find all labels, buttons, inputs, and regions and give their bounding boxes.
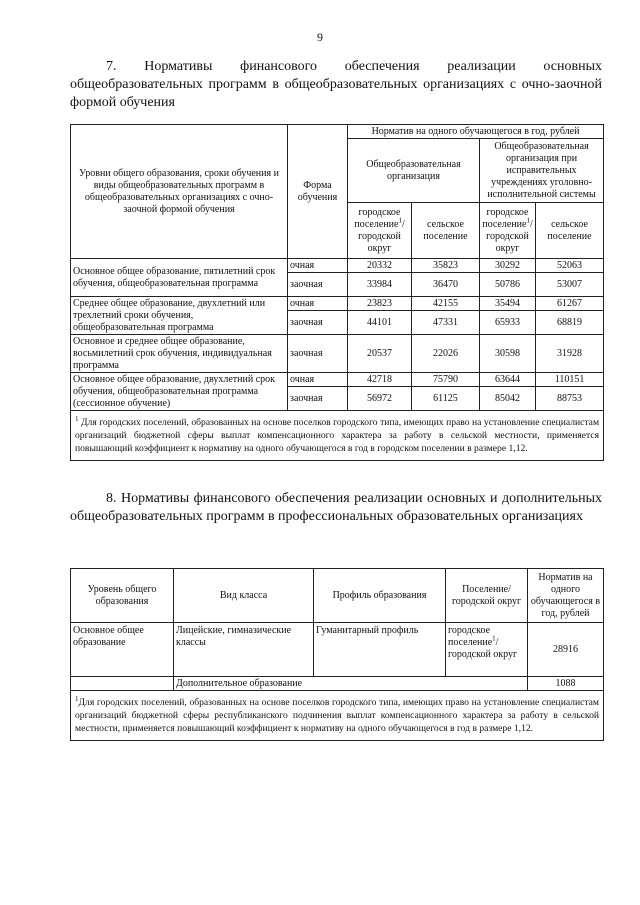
row-value: 28916 bbox=[528, 623, 604, 677]
value-cell: 68819 bbox=[536, 311, 604, 335]
section-7-title-text: Нормативы финансового обеспечения реализации основных общеобразовательных программ в общеобразовательных организациях с очно-заочной формой обучения bbox=[70, 59, 602, 110]
footnote-row bbox=[71, 411, 604, 461]
header-norm: Норматив на одного обучающегося в год, рублей bbox=[528, 569, 604, 623]
row-settlement: городское поселение$^1$/ городской округ bbox=[446, 623, 528, 677]
value-cell: 33984 bbox=[348, 273, 412, 297]
value-cell: 35823 bbox=[412, 259, 480, 273]
header-norm: Норматив на одного обучающегося в год, рублей bbox=[348, 125, 604, 139]
header-level: Уровень общего образования bbox=[71, 569, 174, 623]
value-cell: 42718 bbox=[348, 373, 412, 387]
section-8-title bbox=[70, 490, 602, 526]
value-cell: 30292 bbox=[480, 259, 536, 273]
value-cell: 47331 bbox=[412, 311, 480, 335]
value-cell: 110151 bbox=[536, 373, 604, 387]
row-form: заочная bbox=[288, 387, 348, 411]
row-level: Основное общее образование, двухлетний срок обучения, общеобразовательная программа (сессионное обучение) bbox=[71, 373, 288, 411]
table-row bbox=[71, 297, 604, 311]
section-7-number: 7. bbox=[106, 59, 117, 74]
row-level: Основное общее образование, пятилетний срок обучения, общеобразовательная программа bbox=[71, 259, 288, 297]
header-org-general: Общеобразовательная организация bbox=[348, 139, 480, 203]
empty-cell bbox=[71, 677, 174, 691]
row-form: очная bbox=[288, 259, 348, 273]
value-cell: 22026 bbox=[412, 335, 480, 373]
value-cell: 35494 bbox=[480, 297, 536, 311]
footnote-7: $^1$ Для городских поселений, образованных на основе поселков городского типа, имеющих право на установление специалистам организаций бюджетной сферы выплат компенсационного характера за работу в сельской местности, применяется повышающий коэффициент к нормативу на одного обучающегося в год в городском поселении в размере 1,12. bbox=[71, 411, 604, 461]
header-rural-2: сельское поселение bbox=[536, 203, 604, 259]
row-profile: Гуманитарный профиль bbox=[314, 623, 446, 677]
table-7 bbox=[70, 124, 604, 461]
additional-education-value: 1088 bbox=[528, 677, 604, 691]
table-row bbox=[71, 373, 604, 387]
row-form: заочная bbox=[288, 335, 348, 373]
header-org-correctional: Общеобразовательная организация при исправительных учреждениях уголовно-исполнительной системы bbox=[480, 139, 604, 203]
row-class: Лицейские, гимназические классы bbox=[174, 623, 314, 677]
row-form: очная bbox=[288, 373, 348, 387]
section-8-number: 8. bbox=[106, 491, 117, 506]
value-cell: 65933 bbox=[480, 311, 536, 335]
value-cell: 36470 bbox=[412, 273, 480, 297]
row-level: Основное общее образование bbox=[71, 623, 174, 677]
section-8-title-text: Нормативы финансового обеспечения реализации основных и дополнительных общеобразовательных программ в профессиональных образовательных организациях bbox=[70, 491, 602, 524]
header-form: Форма обучения bbox=[288, 125, 348, 259]
row-level: Среднее общее образование, двухлетний или трехлетний сроки обучения, общеобразовательная программа bbox=[71, 297, 288, 335]
table-row bbox=[71, 623, 604, 677]
value-cell: 61267 bbox=[536, 297, 604, 311]
row-form: заочная bbox=[288, 311, 348, 335]
header-class: Вид класса bbox=[174, 569, 314, 623]
additional-education-label: Дополнительное образование bbox=[174, 677, 528, 691]
value-cell: 20537 bbox=[348, 335, 412, 373]
table-8 bbox=[70, 568, 604, 741]
value-cell: 88753 bbox=[536, 387, 604, 411]
value-cell: 63644 bbox=[480, 373, 536, 387]
header-levels: Уровни общего образования, сроки обучения и виды общеобразовательных программ в общеобразовательных организациях с очно-заочной формой обучения bbox=[71, 125, 288, 259]
value-cell: 20332 bbox=[348, 259, 412, 273]
value-cell: 31928 bbox=[536, 335, 604, 373]
value-cell: 30598 bbox=[480, 335, 536, 373]
value-cell: 85042 bbox=[480, 387, 536, 411]
section-7-title bbox=[70, 58, 602, 112]
table-row bbox=[71, 259, 604, 273]
header-urban-2: городское поселение$^1$/ городской округ bbox=[480, 203, 536, 259]
header-rural-1: сельское поселение bbox=[412, 203, 480, 259]
value-cell: 52063 bbox=[536, 259, 604, 273]
value-cell: 53007 bbox=[536, 273, 604, 297]
header-profile: Профиль образования bbox=[314, 569, 446, 623]
value-cell: 42155 bbox=[412, 297, 480, 311]
value-cell: 56972 bbox=[348, 387, 412, 411]
row-form: заочная bbox=[288, 273, 348, 297]
footnote-row bbox=[71, 691, 604, 741]
value-cell: 23823 bbox=[348, 297, 412, 311]
value-cell: 50786 bbox=[480, 273, 536, 297]
table-row bbox=[71, 677, 604, 691]
table-row bbox=[71, 335, 604, 373]
row-form: очная bbox=[288, 297, 348, 311]
header-settlement: Поселение/ городской округ bbox=[446, 569, 528, 623]
page-number: 9 bbox=[317, 30, 323, 44]
value-cell: 44101 bbox=[348, 311, 412, 335]
value-cell: 61125 bbox=[412, 387, 480, 411]
header-urban-1: городское поселение$^1$/ городской округ bbox=[348, 203, 412, 259]
value-cell: 75790 bbox=[412, 373, 480, 387]
footnote-8: $^1$Для городских поселений, образованных на основе поселков городского типа, имеющих право на установление специалистам организаций бюджетной сферы республиканского подчинения выплат компенсационного характера за работу в сельской местности, применяется повышающий коэффициент к нормативу на одного обучающегося в год в размере 1,12. bbox=[71, 691, 604, 741]
row-level: Основное и среднее общее образование, восьмилетний срок обучения, индивидуальная программа bbox=[71, 335, 288, 373]
